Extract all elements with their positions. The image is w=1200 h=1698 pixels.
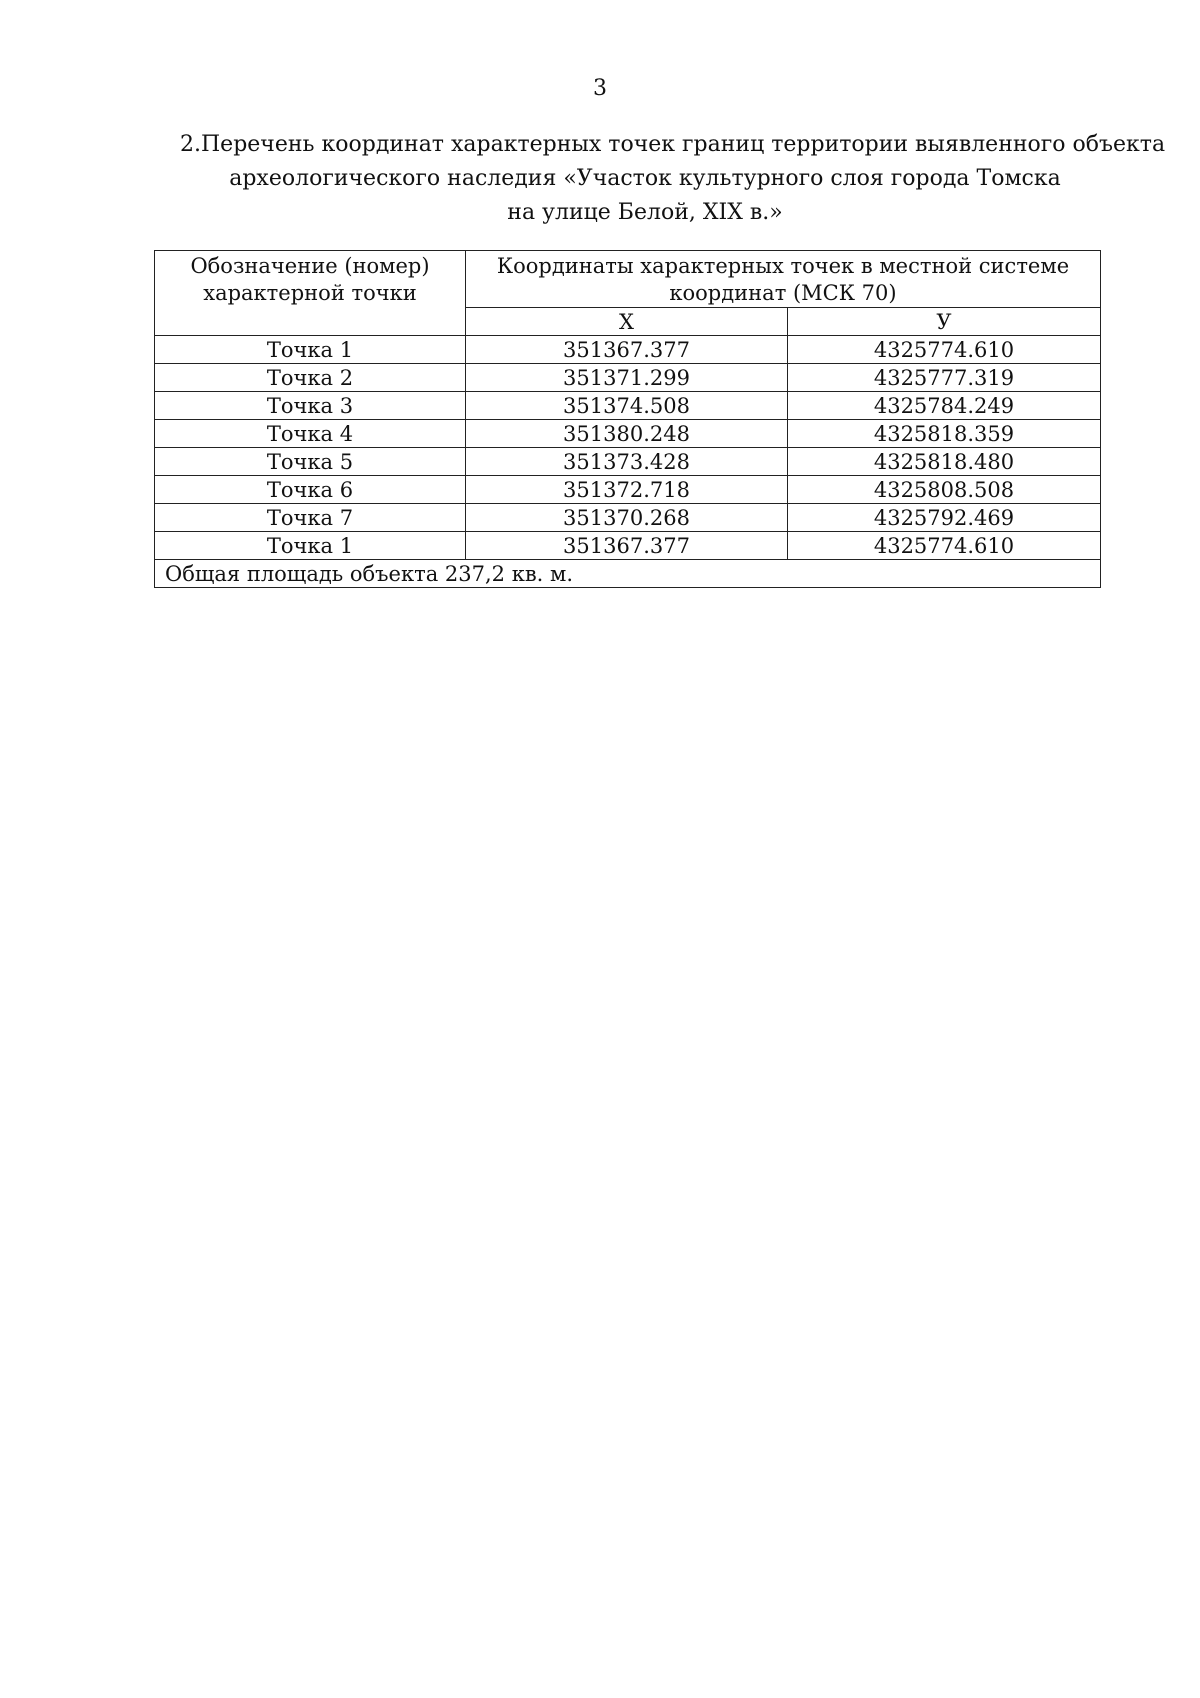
- x-cell: 351367.377: [466, 532, 788, 560]
- table-row: [155, 392, 1101, 420]
- heading-line-2: археологического наследия «Участок культурного слоя города Томска: [229, 166, 1061, 191]
- y-cell: 4325784.249: [788, 392, 1101, 420]
- point-cell: Точка 5: [155, 448, 466, 476]
- table-row: [155, 448, 1101, 476]
- table-row: [155, 364, 1101, 392]
- y-cell: 4325818.359: [788, 420, 1101, 448]
- coordinates-table: [154, 250, 1101, 588]
- coordinates-group-header: Координаты характерных точек в местной системе координат (МСК 70): [466, 251, 1101, 308]
- point-cell: Точка 6: [155, 476, 466, 504]
- heading-line-1: 2.Перечень координат характерных точек границ территории выявленного объекта: [180, 132, 1166, 157]
- point-cell: Точка 7: [155, 504, 466, 532]
- x-cell: 351370.268: [466, 504, 788, 532]
- point-cell: Точка 1: [155, 336, 466, 364]
- point-cell: Точка 1: [155, 532, 466, 560]
- x-cell: 351372.718: [466, 476, 788, 504]
- y-column-header: У: [788, 308, 1101, 336]
- table-row: [155, 476, 1101, 504]
- x-cell: 351367.377: [466, 336, 788, 364]
- total-area: Общая площадь объекта 237,2 кв. м.: [155, 560, 1101, 588]
- table-row: [155, 532, 1101, 560]
- point-cell: Точка 3: [155, 392, 466, 420]
- x-cell: 351371.299: [466, 364, 788, 392]
- point-cell: Точка 4: [155, 420, 466, 448]
- y-cell: 4325774.610: [788, 336, 1101, 364]
- table-row: [155, 336, 1101, 364]
- table-row: [155, 420, 1101, 448]
- y-cell: 4325818.480: [788, 448, 1101, 476]
- point-column-header: Обозначение (номер) характерной точки: [155, 251, 466, 336]
- heading-line-3: на улице Белой, XIX в.»: [507, 200, 783, 225]
- y-cell: 4325774.610: [788, 532, 1101, 560]
- x-cell: 351374.508: [466, 392, 788, 420]
- x-cell: 351373.428: [466, 448, 788, 476]
- y-cell: 4325808.508: [788, 476, 1101, 504]
- table-row: [155, 504, 1101, 532]
- y-cell: 4325777.319: [788, 364, 1101, 392]
- point-cell: Точка 2: [155, 364, 466, 392]
- x-column-header: X: [466, 308, 788, 336]
- total-area-row: [155, 560, 1101, 588]
- y-cell: 4325792.469: [788, 504, 1101, 532]
- page-number: 3: [593, 76, 607, 101]
- x-cell: 351380.248: [466, 420, 788, 448]
- document-heading: [150, 128, 1166, 230]
